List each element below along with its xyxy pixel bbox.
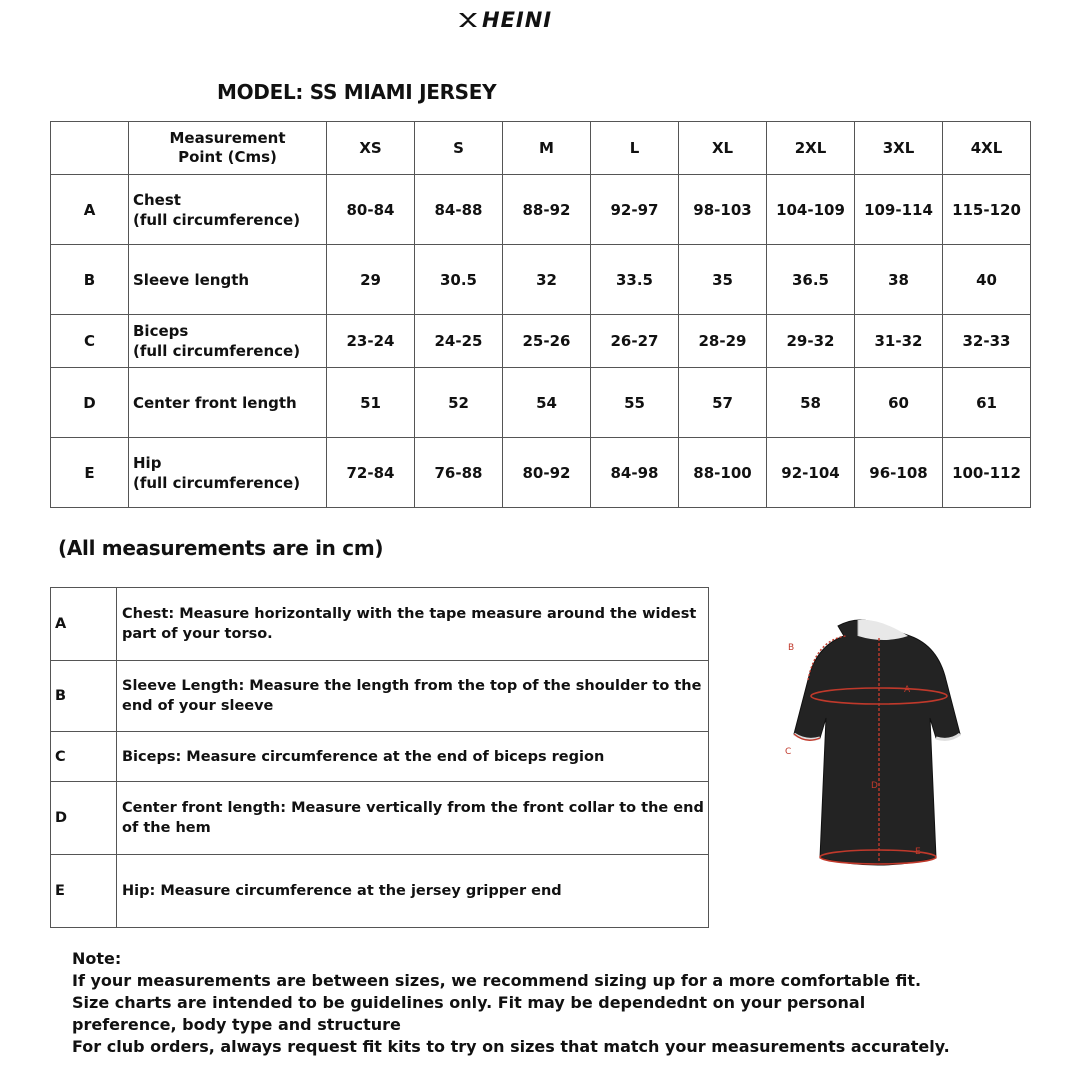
brand-logo-mark-icon [458,12,478,28]
row-label [129,175,327,245]
row-code: A [51,175,129,245]
table-cell: 92-104 [767,438,855,508]
header-size: 3XL [855,122,943,175]
row-code: E [51,438,129,508]
table-cell: 84-98 [591,438,679,508]
row-code: C [51,315,129,368]
page-title: MODEL: SS MIAMI JERSEY [217,80,497,104]
table-cell: 72-84 [327,438,415,508]
row-label-main: Biceps [133,322,189,340]
size-chart-table [50,121,1031,508]
table-cell: 25-26 [503,315,591,368]
notes-line: If your measurements are between sizes, we recommend sizing up for a more comfortable fit. [72,971,922,990]
table-cell: 52 [415,368,503,438]
table-cell: 28-29 [679,315,767,368]
row-label-sub: (full circumference) [133,473,301,492]
table-cell: 84-88 [415,175,503,245]
table-cell: 36.5 [767,245,855,315]
jersey-icon [750,610,990,880]
header-size: 2XL [767,122,855,175]
guide-row [51,588,709,661]
notes-line: For club orders, always request fit kits to try on sizes that match your measurements accurately. [72,1037,950,1056]
jersey-label-e: E [915,847,921,857]
row-label [129,315,327,368]
table-cell: 88-100 [679,438,767,508]
notes-title: Note: [72,949,122,968]
jersey-label-b: B [788,643,795,653]
table-cell: 104-109 [767,175,855,245]
brand-logo [458,8,552,32]
table-cell: 96-108 [855,438,943,508]
table-cell: 92-97 [591,175,679,245]
table-cell: 80-92 [503,438,591,508]
header-size: M [503,122,591,175]
jersey-label-d: D [871,781,878,791]
table-cell: 61 [943,368,1031,438]
table-row [51,175,1031,245]
table-cell: 88-92 [503,175,591,245]
table-cell: 57 [679,368,767,438]
guide-row [51,782,709,855]
header-line-1: Measurement [169,129,286,147]
row-label [129,438,327,508]
table-row [51,245,1031,315]
guide-text: Center front length: Measure vertically from the front collar to the end of the hem [117,782,709,855]
table-cell: 32 [503,245,591,315]
header-size: XS [327,122,415,175]
row-label-sub: (full circumference) [133,210,301,229]
table-cell: 115-120 [943,175,1031,245]
jersey-label-a: A [904,685,911,695]
guide-row [51,855,709,928]
table-cell: 100-112 [943,438,1031,508]
header-measurement-point [129,122,327,175]
guide-code: C [51,732,117,782]
guide-row [51,732,709,782]
guide-text: Hip: Measure circumference at the jersey gripper end [117,855,709,928]
row-label: Center front length [129,368,327,438]
header-size: S [415,122,503,175]
guide-code: A [51,588,117,661]
table-cell: 24-25 [415,315,503,368]
table-cell: 54 [503,368,591,438]
guide-text: Sleeve Length: Measure the length from the top of the shoulder to the end of your sleeve [117,661,709,732]
guide-code: D [51,782,117,855]
guide-row [51,661,709,732]
table-cell: 33.5 [591,245,679,315]
table-cell: 32-33 [943,315,1031,368]
jersey-diagram [750,610,990,880]
table-row [51,438,1031,508]
table-cell: 58 [767,368,855,438]
table-row [51,315,1031,368]
guide-code: E [51,855,117,928]
table-cell: 55 [591,368,679,438]
table-cell: 51 [327,368,415,438]
table-cell: 76-88 [415,438,503,508]
header-empty-cell [51,122,129,175]
table-cell: 31-32 [855,315,943,368]
table-cell: 80-84 [327,175,415,245]
table-header-row [51,122,1031,175]
table-cell: 26-27 [591,315,679,368]
header-size: 4XL [943,122,1031,175]
row-label-main: Chest [133,190,181,209]
guide-text: Biceps: Measure circumference at the end of biceps region [117,732,709,782]
table-cell: 23-24 [327,315,415,368]
table-cell: 38 [855,245,943,315]
table-cell: 29-32 [767,315,855,368]
jersey-label-c: C [785,747,792,757]
guide-code: B [51,661,117,732]
table-cell: 98-103 [679,175,767,245]
row-code: D [51,368,129,438]
brand-name: HEINI [482,8,553,32]
header-line-2: Point (Cms) [178,148,277,166]
row-code: B [51,245,129,315]
table-cell: 30.5 [415,245,503,315]
row-label-main: Hip [133,453,162,472]
guide-text: Chest: Measure horizontally with the tape measure around the widest part of your torso. [117,588,709,661]
table-cell: 35 [679,245,767,315]
notes-line: Size charts are intended to be guidelines only. Fit may be dependednt on your personal preference, body type and structure [72,993,866,1034]
units-note: (All measurements are in cm) [58,536,384,560]
table-cell: 109-114 [855,175,943,245]
table-cell: 60 [855,368,943,438]
row-label: Sleeve length [129,245,327,315]
measurement-guide-table [50,587,709,928]
table-cell: 40 [943,245,1031,315]
header-size: L [591,122,679,175]
row-label-sub: (full circumference) [133,342,301,360]
header-size: XL [679,122,767,175]
table-row [51,368,1031,438]
notes-section [72,948,972,1058]
table-cell: 29 [327,245,415,315]
